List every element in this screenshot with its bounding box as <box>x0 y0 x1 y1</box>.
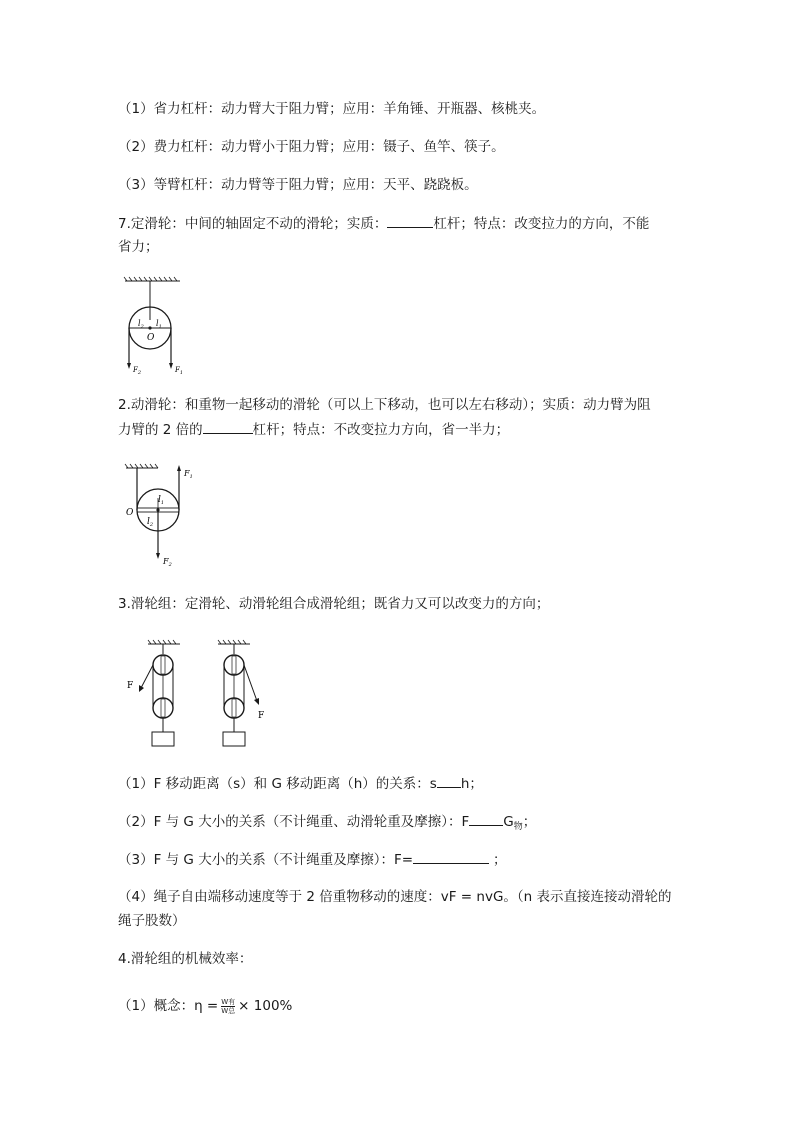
group-q1-blank <box>437 773 461 788</box>
movable-pulley-figure <box>118 458 208 573</box>
fixed-pulley-line-1 <box>118 213 649 234</box>
efficiency-concept <box>118 996 292 1016</box>
group-q3 <box>118 849 507 870</box>
movable-l2-label: $l_2$ <box>147 517 154 528</box>
movable-pulley-line-2 <box>118 419 509 440</box>
pulley-group-title: 3.滑轮组：定滑轮、动滑轮组合成滑轮组；既省力又可以改变力的方向； <box>118 596 550 612</box>
movable-f2-label: $F_2$ <box>163 557 172 568</box>
movable-pulley-text-c: 杠杆；特点：不改变拉力方向，省一半力； <box>252 422 510 438</box>
group-q2-text-b: G <box>503 814 514 830</box>
fixed-o-label: O <box>147 333 155 343</box>
lever-line-3: （3）等臂杠杆：动力臂等于阻力臂；应用：天平、跷跷板。 <box>118 177 478 193</box>
pulley-group-figure <box>118 632 278 754</box>
group-q2-text-a: （2）F 与 G 大小的关系（不计绳重、动滑轮重及摩擦）：F <box>118 814 470 830</box>
movable-pulley-line-1: 2.动滑轮：和重物一起移动的滑轮（可以上下移动，也可以左右移动）；实质：动力臂为阻 <box>118 397 651 413</box>
movable-o-label: O <box>126 508 134 518</box>
movable-l1-label: $l_1$ <box>158 495 165 506</box>
fixed-pulley-figure <box>118 276 198 376</box>
fixed-pulley-line-2: 省力； <box>118 239 159 255</box>
fixed-l2-label: $l_2$ <box>138 319 144 330</box>
efficiency-fraction <box>221 998 235 1015</box>
group-q2-blank <box>469 811 503 826</box>
efficiency-concept-text-b: × 100% <box>238 998 293 1014</box>
fixed-f2-label: $F_2$ <box>133 366 142 376</box>
group-q2 <box>118 811 536 837</box>
fixed-pulley-blank <box>387 213 433 228</box>
group-q2-text-c: ； <box>522 814 537 830</box>
group-f-right-label: F <box>258 711 265 721</box>
efficiency-title: 4.滑轮组的机械效率： <box>118 951 253 967</box>
group-q1-text-a: （1）F 移动距离（s）和 G 移动距离（h）的关系：s <box>118 776 437 792</box>
lever-line-2: （2）费力杠杆：动力臂小于阻力臂；应用：镊子、鱼竿、筷子。 <box>118 139 505 155</box>
fixed-pulley-text-a: 7.定滑轮：中间的轴固定不动的滑轮；实质： <box>118 216 388 232</box>
fixed-pulley-text-b: 杠杆；特点：改变拉力的方向，不能 <box>433 216 650 232</box>
group-q3-text-a: （3）F 与 G 大小的关系（不计绳重及摩擦）：F= <box>118 852 414 868</box>
group-q4-line-1: （4）绳子自由端移动速度等于 2 倍重物移动的速度：vF = nvG。（n 表示直接连接动滑轮的 <box>118 889 672 905</box>
lever-line-1: （1）省力杠杆：动力臂大于阻力臂；应用：羊角锤、开瓶器、核桃夹。 <box>118 101 546 117</box>
movable-f1-label: $F_1$ <box>184 469 193 480</box>
efficiency-numerator: W有 <box>221 997 236 1006</box>
movable-pulley-blank <box>203 419 253 434</box>
fixed-l1-label: $l_1$ <box>156 319 162 330</box>
group-q1 <box>118 773 483 794</box>
efficiency-denominator: W总 <box>221 1006 236 1015</box>
fixed-f1-label: $F_1$ <box>175 366 184 376</box>
group-q4-line-2: 绳子股数） <box>118 913 186 929</box>
group-q3-text-b: ； <box>493 852 507 868</box>
group-q2-subscript: 物 <box>513 822 523 832</box>
efficiency-concept-text-a: （1）概念：η = <box>118 998 219 1014</box>
movable-pulley-text-b: 力臂的 2 倍的 <box>118 422 203 438</box>
group-q1-text-b: h； <box>460 776 483 792</box>
group-f-left-label: F <box>127 681 134 691</box>
group-q3-blank <box>413 849 489 864</box>
